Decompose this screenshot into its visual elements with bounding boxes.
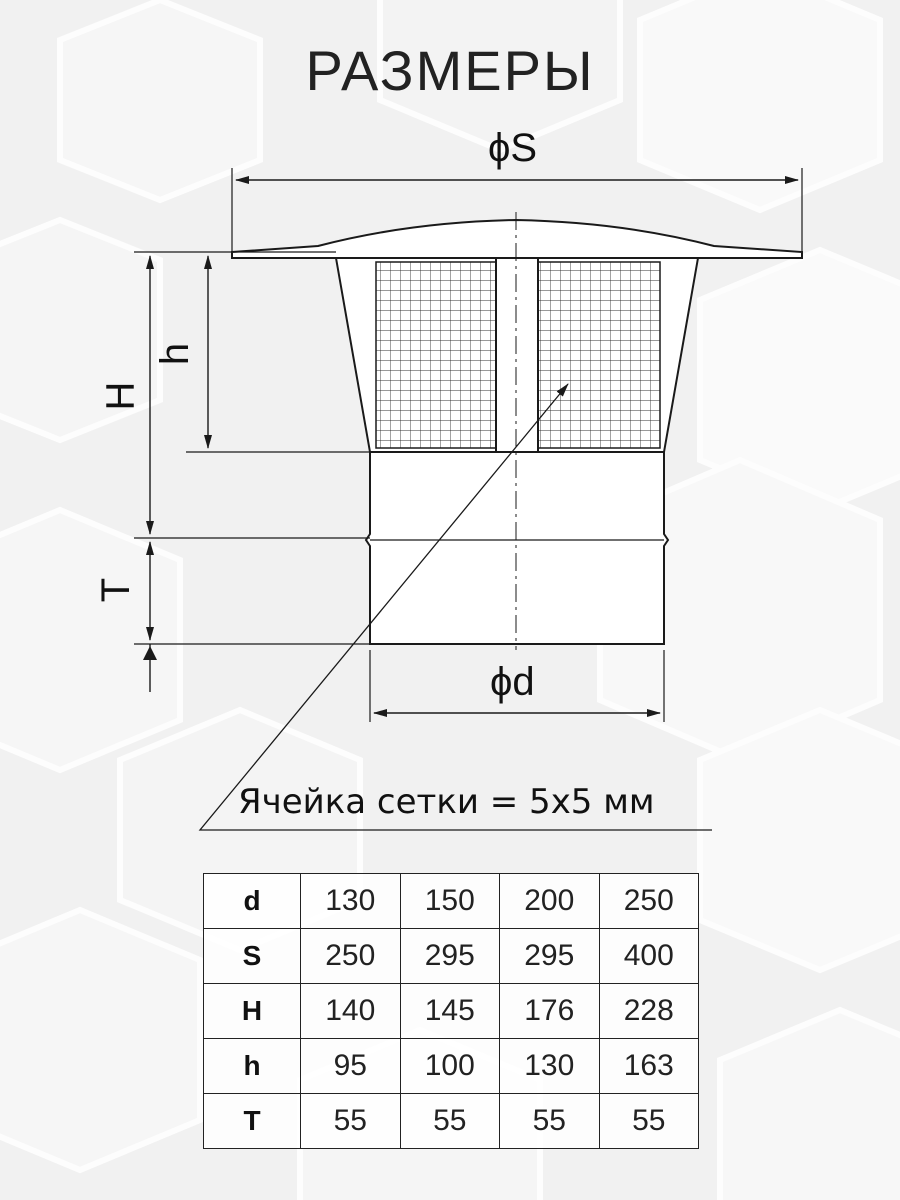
value-cell: 150 [400,874,500,929]
value-cell: 55 [500,1094,600,1149]
mesh-right [538,262,660,448]
value-cell: 55 [301,1094,401,1149]
dimensions-table [203,873,699,1149]
param-cell: d [204,874,301,929]
table-row [204,1039,699,1094]
value-cell: 100 [400,1039,500,1094]
value-cell: 250 [301,929,401,984]
table-row [204,874,699,929]
value-cell: 295 [400,929,500,984]
value-cell: 95 [301,1039,401,1094]
label-S: ϕS [488,126,538,170]
mesh-cell-note: Ячейка сетки = 5х5 мм [238,782,655,822]
param-cell: H [204,984,301,1039]
value-cell: 163 [599,1039,699,1094]
param-cell: T [204,1094,301,1149]
mesh-left [376,262,496,448]
spigot [366,452,668,644]
param-cell: S [204,929,301,984]
value-cell: 130 [500,1039,600,1094]
value-cell: 140 [301,984,401,1039]
value-cell: 145 [400,984,500,1039]
value-cell: 200 [500,874,600,929]
label-d: ϕd [490,660,535,704]
value-cell: 400 [599,929,699,984]
value-cell: 55 [599,1094,699,1149]
label-h: h [153,342,198,366]
param-cell: h [204,1039,301,1094]
value-cell: 55 [400,1094,500,1149]
value-cell: 130 [301,874,401,929]
table-row [204,984,699,1039]
label-T: T [94,577,139,603]
value-cell: 295 [500,929,600,984]
table-row [204,929,699,984]
table-row [204,1094,699,1149]
page-title: РАЗМЕРЫ [305,39,595,102]
value-cell: 228 [599,984,699,1039]
label-H: H [98,381,143,411]
value-cell: 176 [500,984,600,1039]
value-cell: 250 [599,874,699,929]
center-strut [496,258,538,452]
